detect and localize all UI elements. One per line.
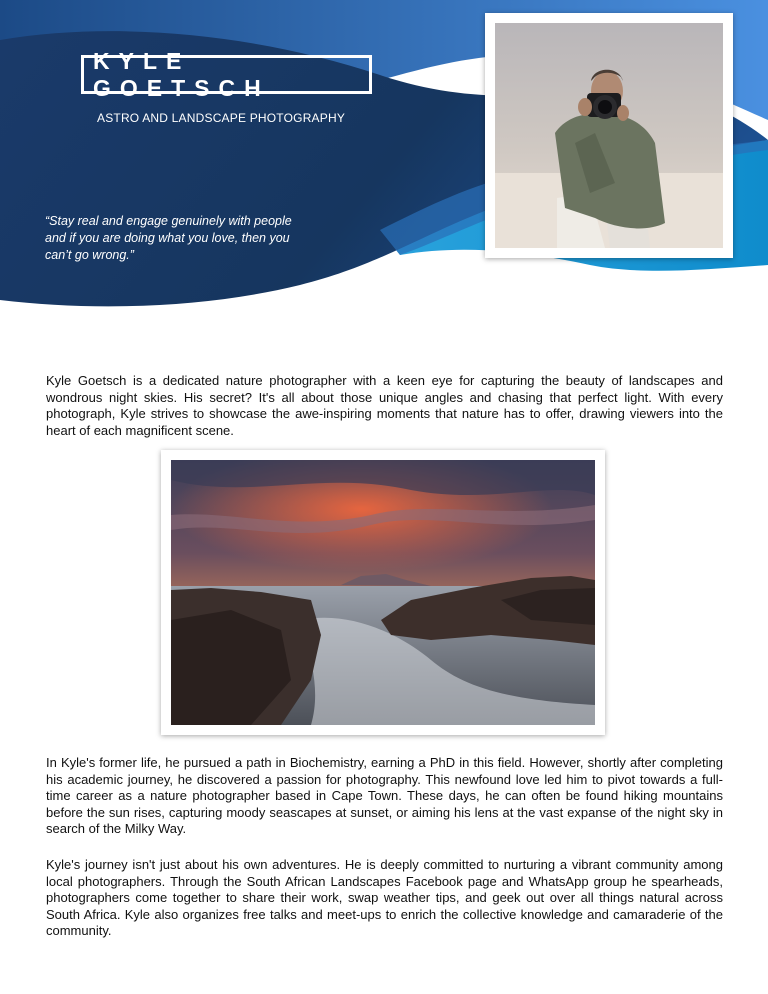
portrait-photo: [495, 23, 723, 248]
photographer-name: KYLE GOETSCH: [93, 47, 270, 101]
intro-paragraph: Kyle Goetsch is a dedicated nature photographer with a keen eye for capturing the beauty of landscapes and wondrous night skies. His secret? It's all about those unique angles and chasing that perfect light. With every photograph, Kyle strives to showcase the awe-inspiring moments that nature has to offer, drawing viewers into the heart of each magnificent scene.: [46, 373, 723, 438]
quote-line: “Stay real and engage genuinely with people: [45, 214, 292, 228]
community-paragraph: Kyle's journey isn't just about his own adventures. He is deeply committed to nurturing a vibrant community among local photographers. Through the South African Landscapes Facebook page and WhatsApp group he spearheads, photographers come together to share their work, swap weather tips, and geek out over all things natural across South Africa. Kyle also organizes free talks and meet-ups to enrich the collective knowledge and camaraderie of the community.: [46, 857, 723, 938]
landscape-photo-frame: [161, 450, 605, 735]
portrait-photo-frame: [485, 13, 733, 258]
quote: [45, 213, 345, 264]
quote-line: can’t go wrong.”: [45, 248, 134, 262]
name-title-box: [81, 47, 372, 101]
subtitle: ASTRO AND LANDSCAPE PHOTOGRAPHY: [97, 111, 346, 125]
quote-line: and if you are doing what you love, then you: [45, 231, 290, 245]
landscape-photo: [171, 460, 595, 725]
background-paragraph: In Kyle's former life, he pursued a path in Biochemistry, earning a PhD in this field. However, shortly after completing his academic journey, he discovered a passion for photography. This newfound love led him to pivot towards a full-time career as a nature photographer based in Cape Town. These days, he can often be found hiking mountains before the sun rises, capturing moody seascapes at sunset, or aiming his lens at the vast expanse of the night sky in search of the Milky Way.: [46, 755, 723, 836]
